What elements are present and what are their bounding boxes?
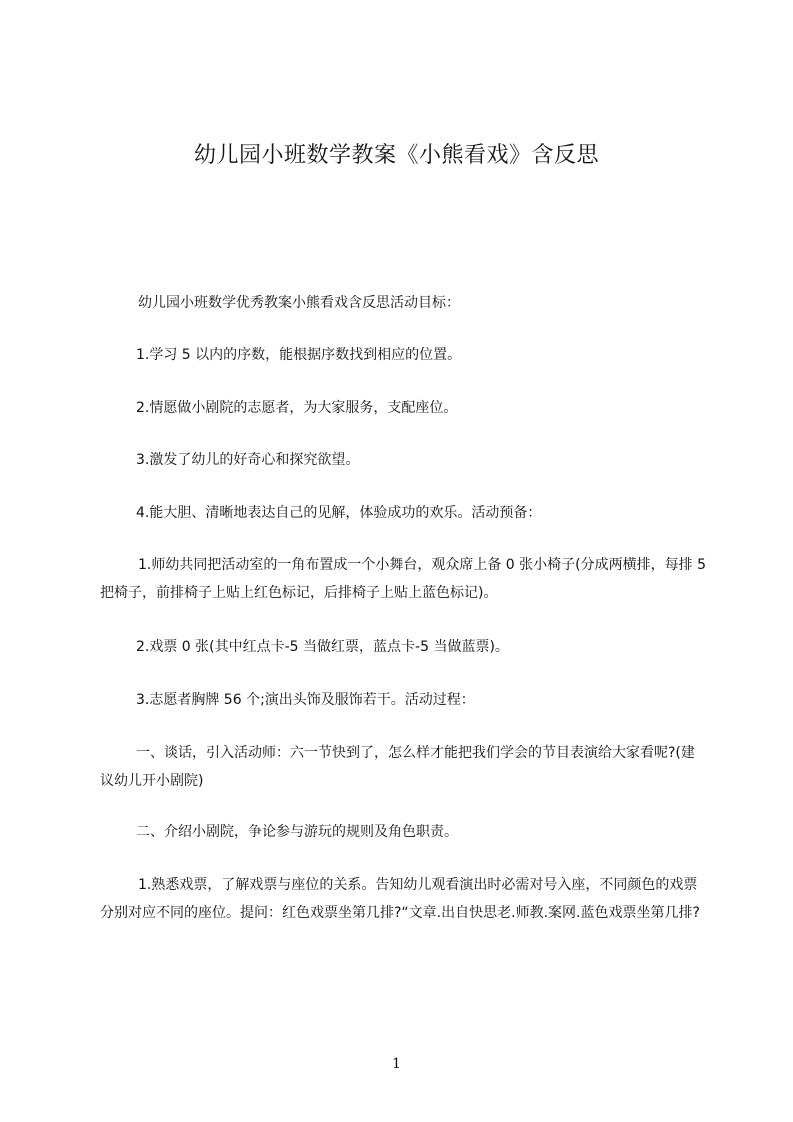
paragraph-goal-4: 4.能大胆、清晰地表达自己的见解，体验成功的欢乐。活动预备： [136, 505, 542, 521]
page-number: 1 [392, 1056, 401, 1072]
paragraph-prep-2: 2.戏票 0 张(其中红点卡-5 当做红票，蓝点卡-5 当做蓝票)。 [136, 639, 509, 655]
paragraph-prep-3: 3.志愿者胸牌 56 个;演出头饰及服饰若干。活动过程： [136, 692, 475, 708]
paragraph-process-1: 一、谈话，引入活动师：六一节快到了，怎么样才能把我们学会的节目表演给大家看呢?(建议幼儿开小剧院) [100, 745, 695, 789]
paragraph-goal-3: 3.激发了幼儿的好奇心和探究欲望。 [136, 452, 360, 468]
document-title: 幼儿园小班数学教案《小熊看戏》含反思 [193, 143, 599, 168]
paragraph-prep-1: 1.师幼共同把活动室的一角布置成一个小舞台，观众席上备 0 张小椅子(分成两横排，每排 5 把椅子，前排椅子上贴上红色标记，后排椅子上贴上蓝色标记)。 [100, 557, 706, 601]
paragraph-process-3: 1.熟悉戏票，了解戏票与座位的关系。告知幼儿观看演出时必需对号入座，不同颜色的戏票分别对应不同的座位。提问：红色戏票坐第几排?“文章.出自快思老.师教.案网.蓝色戏票坐第几排? [100, 877, 700, 921]
paragraph-process-2: 二、介绍小剧院，争论参与游玩的规则及角色职责。 [136, 824, 458, 840]
paragraph-goal-2: 2.情愿做小剧院的志愿者，为大家服务，支配座位。 [136, 400, 458, 416]
paragraph-intro: 幼儿园小班数学优秀教案小熊看戏含反思活动目标： [138, 295, 460, 311]
paragraph-goal-1: 1.学习 5 以内的序数，能根据序数找到相应的位置。 [136, 347, 462, 363]
